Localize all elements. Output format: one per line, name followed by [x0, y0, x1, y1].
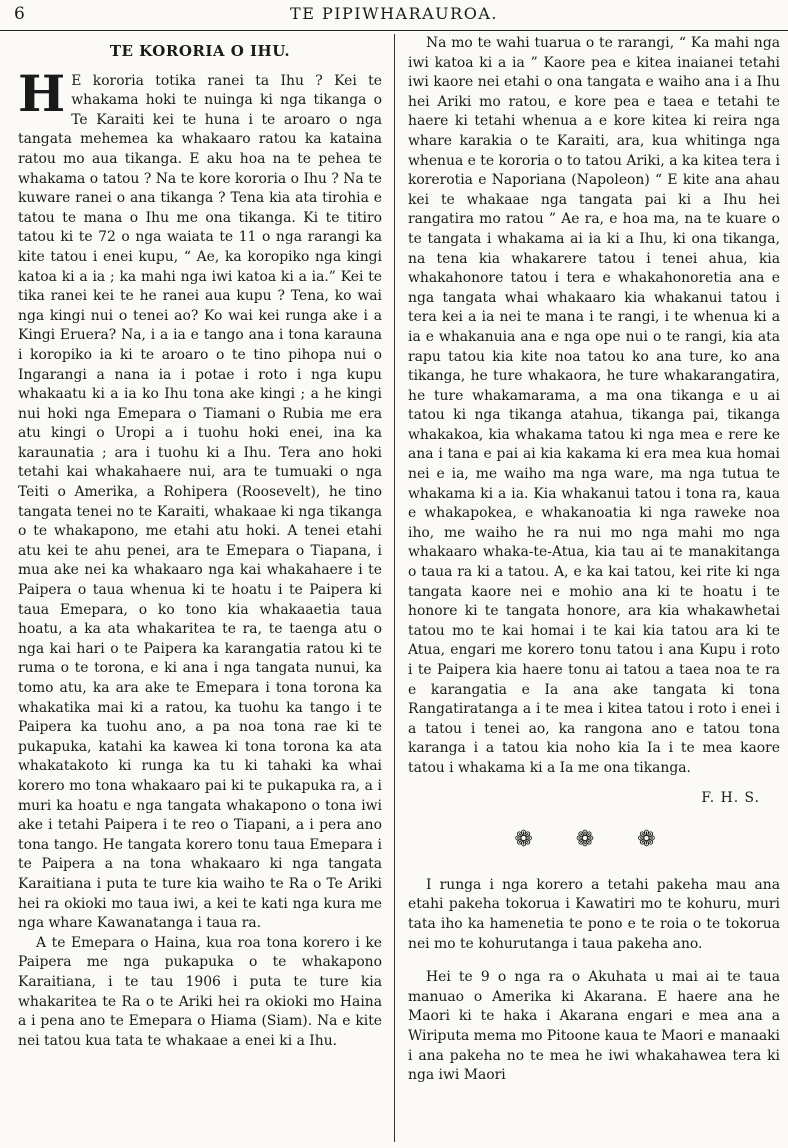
article-title: TE KORORIA O IHU.: [109, 42, 291, 60]
right-column: [408, 34, 780, 1144]
ornament-divider: ❁ ❁ ❁: [514, 827, 674, 853]
signature: F. H. S.: [701, 789, 760, 806]
left-column: [18, 34, 382, 1144]
paragraph-gap: [408, 954, 780, 968]
page-number: 6: [14, 4, 25, 24]
paragraph-text: E kororia totika ranei ta Ihu ? Kei te whakama hoki te nuinga ki nga tikanga o Te Karaiti kei te huna i te aroaro o nga tangata mehemea ka whakaaro ratou ka kataina ratou mo aua tikanga. E aku hoa na te pehea te whakama o tatou ? Na te kore kororia o Ihu ? Na te kuware ranei o ana tikanga ? Tena kia ata tirohia e tatou te mana o Ihu me ona tikanga. Ki te titiro tatou ki te 72 o nga waiata te 11 o nga rarangi ka kite tatou i enei kupu, “ Ae, ka koropiko nga kingi katoa ki a ia ; ka mahi nga iwi katoa ki a ia.” Kei te tika ranei kei te he ranei aua kupu ? Tena, ko wai nga kingi nui o tenei ao? Ko wai kei runga ake i a Kingi Eruera? Na, i a ia e tango ana i tona karauna i koropiko ia ki te aroaro o te tino pihopa nui o Ingarangi a nana ia i potae i roto i nga kupu whakaatu ki a ia ko Ihu tona ake kingi ; a he kingi nui hoki nga Emepara o Tiamani o Rubia me era atu kingi o Uropi a i tuohu hoki enei, ina ka karaunatia ; ara i tuohu ki a Ihu. Tera ano hoki tetahi kai whakahaere nui, ara te tumuaki o nga Teiti o Amerika, a Rohipera (Roosevelt), he tino tangata tenei no te Karaiti, whakaae ki nga tikanga o te whakapono, me etahi atu hoki. A tenei etahi atu kei te ahu penei, ara te Emepara o Tiapana, i mua ake nei ka whakaaro nga kai whakahaere i te Paipera o taua whenua ki te hoatu i te Paipera ki taua Emepara, o ko tono kia whakaaetia taua hoatu, a ka ata whakaritea te ra, te taenga atu o nga kai hari o te Paipera ka karangatia ratou ki te ruma o te torona, e ki ana i nga tangata nunui, ka tomo atu, ka ara ake te Emepara i tona torona ka whakatika mai ki a ratou, ka tuohu ka tango i te Paipera ka tuohu ano, a pa noa tona rae ki te pukapuka, katahi ka kawea ki tona torona ka ata whakatakoto ki runga ka tu ki tahaki ka whai korero mo tona whakaaro pai ki te pukapuka ra, a i muri ka hoatu e nga tangata whakapono o tona iwi ake i tetahi Paipera i te reo o Tiapani, a i pera ano tona tango. He tangata korero tonu taua Emepara i te Paipera a na tona whakaaro ki nga tangata Karaitiana i puta te ture kia waiho te Ra o Te Ariki hei ra okioki mo taua iwi, a kei te kati nga kura me nga whare Kawanatanga i taua ra.: [18, 72, 382, 932]
article-paragraph: [18, 63, 382, 934]
news-paragraph: I runga i nga korero a tetahi pakeha mau ana etahi pakeha tokorua i Kawatiri mo te kohuru, muri tata iho ka hamenetia te pono e te roia o te tokorua nei mo te kohurutanga i taua pakeha ano.: [408, 876, 780, 952]
page-header: [0, 0, 788, 31]
article-paragraph: Na mo te wahi tuarua o te rarangi, “ Ka mahi nga iwi katoa ki a ia ” Kaore pea e kitea inaianei tetahi iwi kaore nei etahi o ona tangata e waiho ana i a Ihu hei Ariki mo ratou, e kore pea e taea e tetahi te haere ki tetahi whenua a e kore kitea ki reira nga whare karakia o te Karaiti, ara, kua whitinga nga whenua e te kororia o to tatou Ariki, a ka kitea tera i korerotia e Naporiana (Napoleon) “ E kite ana ahau kei te whakaae nga tangata pai ki a Ihu hei rangatira mo ratou ” Ae ra, e hoa ma, na te kuare o te tangata i whakama ai ia ki a Ihu, ki ona tikanga, na tena kia whakarere tatou i tenei ahua, kia whakahonore tatou i tera e whakahonoretia ana e nga tangata whai whakaaro kia whakanui tatou i tera kei a ia nei te mana i te rangi, i te whenua ki a ia e whakanuia ana e nga ope nui o te rangi, kia ata rapu tatou kia kite noa tatou ko ana ture, ko ana tikanga, he ture whakaora, he ture whakarangatira, he ture whakamarama, a ma ona tikanga e u ai tatou ki nga tikanga atahua, tikanga pai, tikanga whakakoa, kia whakama tatou ki nga mea e rere ke ana i tana e pai ai kia kakama ki era mea kua homai nei e ia, me waiho ma nga ware, ma nga tutua te whakama ki a ia. Kia whakanui tatou i tona ra, kaua e whakapokea, e whakanoatia ki nga raweke noa iho, me waiho he ra nui mo nga mahi mo nga whakaaro whaka-te-Atua, kia tau ai te manakitanga o taua ra ki a tatou. A, e ka kai tatou, kei rite ki nga tangata kaore nei e mohio ana ki te hoatu i te honore ki te tangata honore, ara kia whakawhetai tatou mo te kai homai i te kai kia tatou ara ki te Atua, engari me korero tonu tatou i ana Kupu i roto i te Paipera kia haere tonu ai tatou a taea noa te ra e karangatia e Ia ana ake tangata ki tona Rangatiratanga a i te mea i kitea tatou i roto i enei i a tatou i tenei ao, ka rangona ano e tatou tona karanga i a tatou kia noho kia Ia i te mea kaore tatou i whakama ki a Ia me ona tikanga.: [408, 35, 780, 776]
running-title: TE PIPIWHARAUROA.: [290, 4, 498, 23]
article-paragraph: A te Emepara o Haina, kua roa tona korero i ke Paipera me nga pukapuka o te whakapono Karaitiana, i te tau 1906 i puta te ture kia whakaritea te Ra o te Ariki hei ra okioki mo Haina a i pena ano te Emepara o Hiama (Siam). Na e kite nei tatou kua tata te whakaae a enei ki a Ihu.: [18, 934, 382, 1049]
news-paragraph: Hei te 9 o nga ra o Akuhata u mai ai te taua manuao o Amerika ki Akarana. E haere ana he Maori ki te haka i Akarana engari e mea ana a Wiriputa mema mo Pitoone kaua te Maori e manaaki i ana pakeha no te mea he iwi whakahawea tera ki nga iwi Maori: [408, 969, 780, 1084]
drop-cap: H: [18, 63, 66, 123]
column-divider: [394, 34, 395, 1142]
